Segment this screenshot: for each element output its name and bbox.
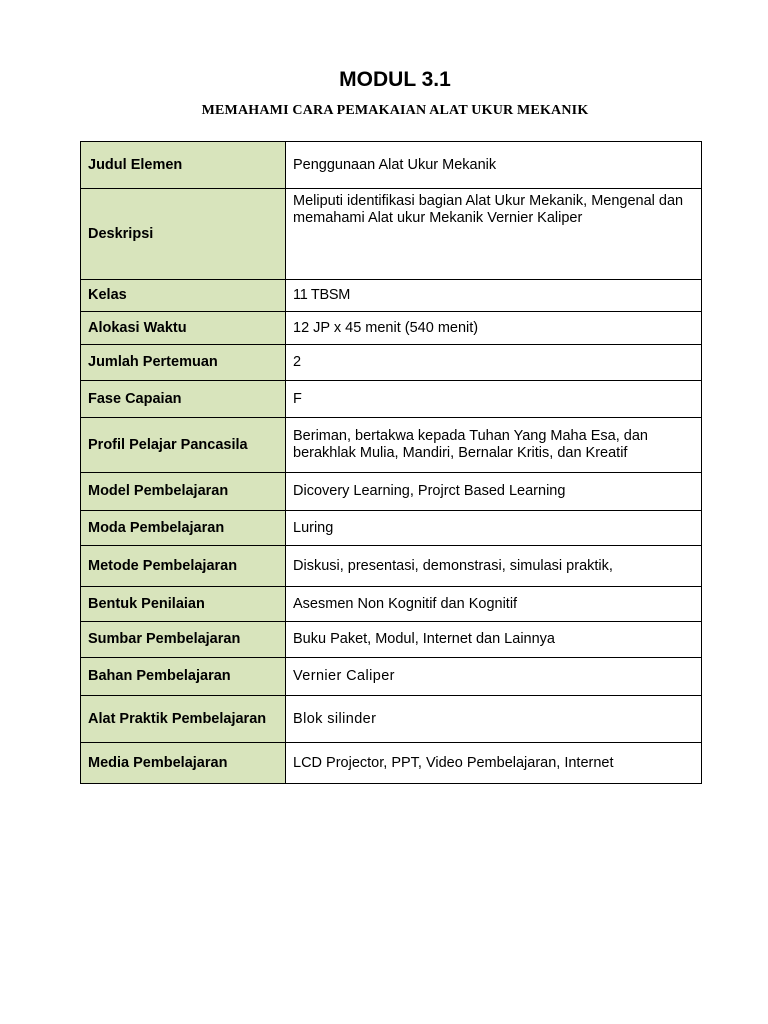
table-row	[81, 381, 702, 418]
row-label-alokasi-waktu: Alokasi Waktu	[81, 312, 286, 345]
table-row	[81, 658, 702, 696]
row-value-judul-elemen: Penggunaan Alat Ukur Mekanik	[286, 142, 702, 189]
row-value-alokasi-waktu: 12 JP x 45 menit (540 menit)	[286, 312, 702, 345]
row-value-model-pembelajaran: Dicovery Learning, Projrct Based Learning	[286, 473, 702, 511]
row-label-deskripsi: Deskripsi	[81, 189, 286, 280]
page-subtitle: MEMAHAMI CARA PEMAKAIAN ALAT UKUR MEKANIK	[201, 103, 589, 118]
row-label-media-pembelajaran: Media Pembelajaran	[81, 743, 286, 784]
table-row	[81, 696, 702, 743]
row-label-kelas: Kelas	[81, 280, 286, 312]
row-value-bahan-pembelajaran: Vernier Caliper	[286, 658, 702, 696]
row-label-alat-praktik-pembelajaran: Alat Praktik Pembelajaran	[81, 696, 286, 743]
row-value-media-pembelajaran: LCD Projector, PPT, Video Pembelajaran, Internet	[286, 743, 702, 784]
table-row	[81, 473, 702, 511]
row-value-moda-pembelajaran: Luring	[286, 511, 702, 546]
module-info-table	[80, 141, 702, 784]
row-label-sumbar-pembelajaran: Sumbar Pembelajaran	[81, 622, 286, 658]
row-value-fase-capaian: F	[286, 381, 702, 418]
table-row	[81, 546, 702, 587]
table-row	[81, 189, 702, 280]
table-row	[81, 280, 702, 312]
row-label-profil-pelajar-pancasila: Profil Pelajar Pancasila	[81, 418, 286, 473]
row-label-judul-elemen: Judul Elemen	[81, 142, 286, 189]
table-row	[81, 345, 702, 381]
row-label-model-pembelajaran: Model Pembelajaran	[81, 473, 286, 511]
table-row	[81, 511, 702, 546]
row-value-bentuk-penilaian: Asesmen Non Kognitif dan Kognitif	[286, 587, 702, 622]
table-row	[81, 418, 702, 473]
row-value-metode-pembelajaran: Diskusi, presentasi, demonstrasi, simulasi praktik,	[286, 546, 702, 587]
row-label-bahan-pembelajaran: Bahan Pembelajaran	[81, 658, 286, 696]
row-label-metode-pembelajaran: Metode Pembelajaran	[81, 546, 286, 587]
table-row	[81, 743, 702, 784]
row-label-jumlah-pertemuan: Jumlah Pertemuan	[81, 345, 286, 381]
table-row	[81, 142, 702, 189]
row-value-alat-praktik-pembelajaran: Blok silinder	[286, 696, 702, 743]
row-label-bentuk-penilaian: Bentuk Penilaian	[81, 587, 286, 622]
row-value-deskripsi: Meliputi identifikasi bagian Alat Ukur Mekanik, Mengenal dan memahami Alat ukur Mekanik Vernier Kaliper	[286, 189, 702, 280]
table-row	[81, 312, 702, 345]
row-value-jumlah-pertemuan: 2	[286, 345, 702, 381]
row-label-moda-pembelajaran: Moda Pembelajaran	[81, 511, 286, 546]
row-label-fase-capaian: Fase Capaian	[81, 381, 286, 418]
table-row	[81, 587, 702, 622]
row-value-sumbar-pembelajaran: Buku Paket, Modul, Internet dan Lainnya	[286, 622, 702, 658]
table-row	[81, 622, 702, 658]
row-value-kelas: 11 TBSM	[286, 280, 702, 312]
row-value-profil-pelajar-pancasila: Beriman, bertakwa kepada Tuhan Yang Maha Esa, dan berakhlak Mulia, Mandiri, Bernalar Kritis, dan Kreatif	[286, 418, 702, 473]
page-title: MODUL 3.1	[339, 68, 451, 91]
